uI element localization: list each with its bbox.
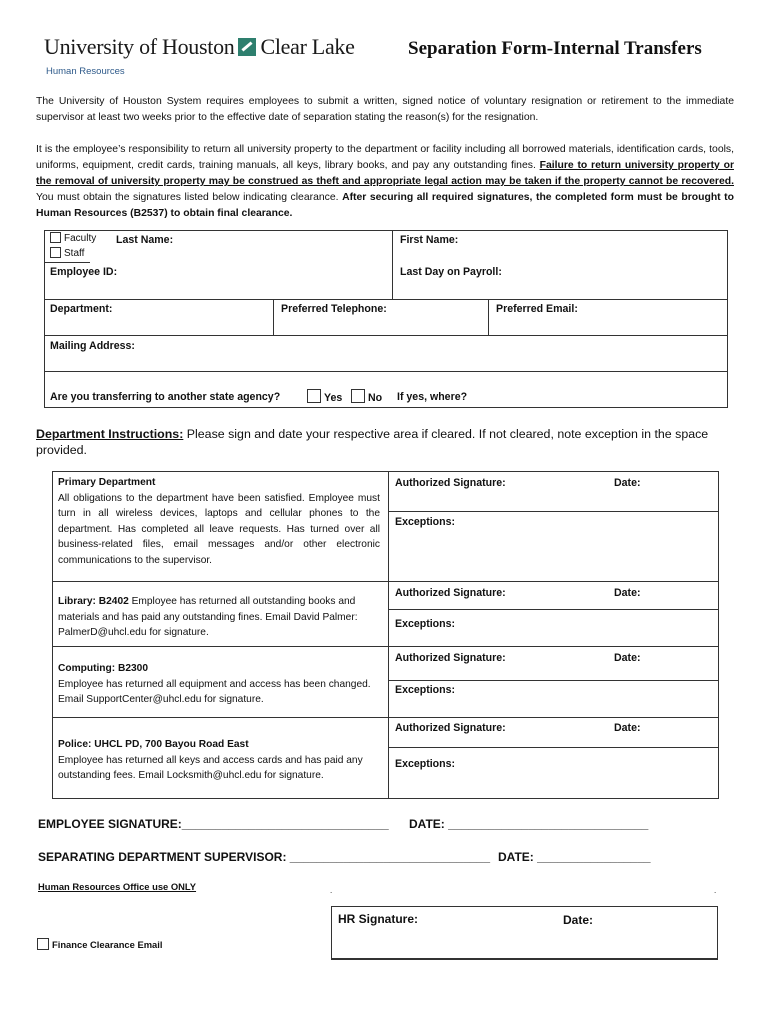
logo-text-right: Clear Lake: [260, 34, 355, 59]
library-heading: Library: B2402: [58, 596, 129, 607]
faculty-checkbox[interactable]: [50, 232, 61, 243]
library-date[interactable]: Date:: [614, 587, 641, 599]
university-logo: [44, 34, 355, 60]
transfer-yes-option[interactable]: [307, 389, 342, 404]
dept-instructions-text: Please sign and date your respective area if cleared. If not cleared, note exception in the space provided.: [36, 427, 709, 457]
if-yes-where-field[interactable]: If yes, where?: [397, 391, 468, 403]
police-text: Employee has returned all keys and access cards and has paid any outstanding fees. Email Locksmith@uhcl.edu for signature.: [58, 754, 363, 781]
computing-exceptions[interactable]: Exceptions:: [395, 684, 456, 696]
finance-clearance-label: Finance Clearance Email: [52, 939, 163, 950]
hr-signature-field[interactable]: HR Signature:: [338, 912, 419, 926]
last-name-field[interactable]: Last Name:: [116, 234, 174, 246]
transfer-question: Are you transferring to another state agency?: [50, 391, 281, 403]
intro-p2-text: It is the employee’s responsibility to return all university property to the department or facility including all borrowed materials, identification cards, tools, uniforms, equipment, credit cards, training manuals, all keys, library books, and pay any outstanding fines.: [36, 144, 734, 171]
last-day-field[interactable]: Last Day on Payroll:: [400, 266, 502, 278]
department-instructions: [36, 426, 736, 458]
preferred-email-field[interactable]: Preferred Email:: [496, 303, 578, 315]
faculty-label: Faculty: [64, 233, 97, 244]
yes-label: Yes: [324, 392, 343, 404]
intro-p2-final: After securing all required signatures, the completed form must be brought to Human Resources (B2537) to obtain final clearance.: [36, 192, 734, 219]
staff-label: Staff: [64, 248, 85, 259]
first-name-field[interactable]: First Name:: [400, 234, 459, 246]
primary-exceptions[interactable]: Exceptions:: [395, 516, 456, 528]
intro-p2-instruction: You must obtain the signatures listed below indicating clearance.: [36, 192, 343, 203]
employee-signature-line[interactable]: EMPLOYEE SIGNATURE:_______________________________: [38, 817, 389, 831]
library-auth-signature[interactable]: Authorized Signature:: [395, 587, 506, 599]
hr-date-field[interactable]: Date:: [563, 913, 594, 927]
logo-subtitle: Human Resources: [46, 66, 125, 77]
employee-info-box: [44, 230, 728, 408]
intro-paragraph-1: The University of Houston System requires employees to submit a written, signed notice of voluntary resignation or retirement to the immediate supervisor at least two weeks prior to the effective date of separation stating the reason(s) for the resignation.: [36, 96, 734, 123]
primary-department-text: All obligations to the department have been satisfied. Employee must turn in all wireless devices, laptops and cellular phones to the department. Has completed all leave requests. Has turned over all business-related files, email messages and/or other electronic communications to the supervisor.: [58, 492, 380, 566]
department-field[interactable]: Department:: [50, 303, 113, 315]
primary-department-heading: Primary Department: [58, 477, 156, 488]
intro-paragraph-2: [36, 142, 734, 222]
page-title: Separation Form-Internal Transfers: [408, 38, 702, 59]
primary-auth-signature[interactable]: Authorized Signature:: [395, 477, 506, 489]
police-auth-signature[interactable]: Authorized Signature:: [395, 722, 506, 734]
library-text: Employee has returned all outstanding books and materials and has paid any outstanding fines. Email David Palmer: PalmerD@uhcl.edu for signature.: [58, 596, 358, 638]
computing-text: Employee has returned all equipment and access has been changed. Email SupportCenter@uhcl.edu for signature.: [58, 678, 371, 705]
primary-department-description: [58, 475, 380, 568]
hr-office-only: Human Resources Office use ONLY: [38, 881, 197, 892]
computing-heading: Computing: B2300: [58, 663, 148, 674]
no-checkbox[interactable]: [351, 389, 365, 403]
yes-checkbox[interactable]: [307, 389, 321, 403]
transfer-no-option[interactable]: [351, 389, 382, 404]
dot-mark: .: [714, 886, 717, 895]
finance-clearance-checkbox[interactable]: [37, 938, 49, 950]
library-exceptions[interactable]: Exceptions:: [395, 618, 456, 630]
primary-date[interactable]: Date:: [614, 477, 641, 489]
supervisor-date-line[interactable]: DATE: _________________: [498, 850, 651, 864]
finance-clearance-option[interactable]: [37, 938, 162, 950]
staff-checkbox[interactable]: [50, 247, 61, 258]
employee-date-line[interactable]: DATE: ______________________________: [409, 817, 649, 831]
no-label: No: [368, 392, 383, 404]
employee-id-field[interactable]: Employee ID:: [50, 266, 118, 278]
faculty-option[interactable]: [50, 232, 96, 244]
logo-text-left: University of Houston: [44, 34, 235, 59]
police-date[interactable]: Date:: [614, 722, 641, 734]
police-description: [58, 737, 386, 784]
mailing-address-field[interactable]: Mailing Address:: [50, 340, 135, 352]
computing-description: [58, 661, 380, 708]
preferred-phone-field[interactable]: Preferred Telephone:: [281, 303, 387, 315]
police-exceptions[interactable]: Exceptions:: [395, 758, 456, 770]
logo-mark-icon: [238, 38, 256, 56]
supervisor-signature-line[interactable]: SEPARATING DEPARTMENT SUPERVISOR: ______________________________: [38, 850, 491, 864]
computing-auth-signature[interactable]: Authorized Signature:: [395, 652, 506, 664]
library-description: [58, 594, 380, 641]
police-heading: Police: UHCL PD, 700 Bayou Road East: [58, 739, 249, 750]
dot-mark: .: [330, 886, 333, 895]
staff-option[interactable]: [50, 247, 84, 259]
intro-p2-warning: Failure to return university property or the removal of university property may be construed as theft and appropriate legal action may be taken if the property cannot be recovered.: [36, 160, 734, 187]
computing-date[interactable]: Date:: [614, 652, 641, 664]
dept-instructions-label: Department Instructions:: [36, 427, 184, 441]
